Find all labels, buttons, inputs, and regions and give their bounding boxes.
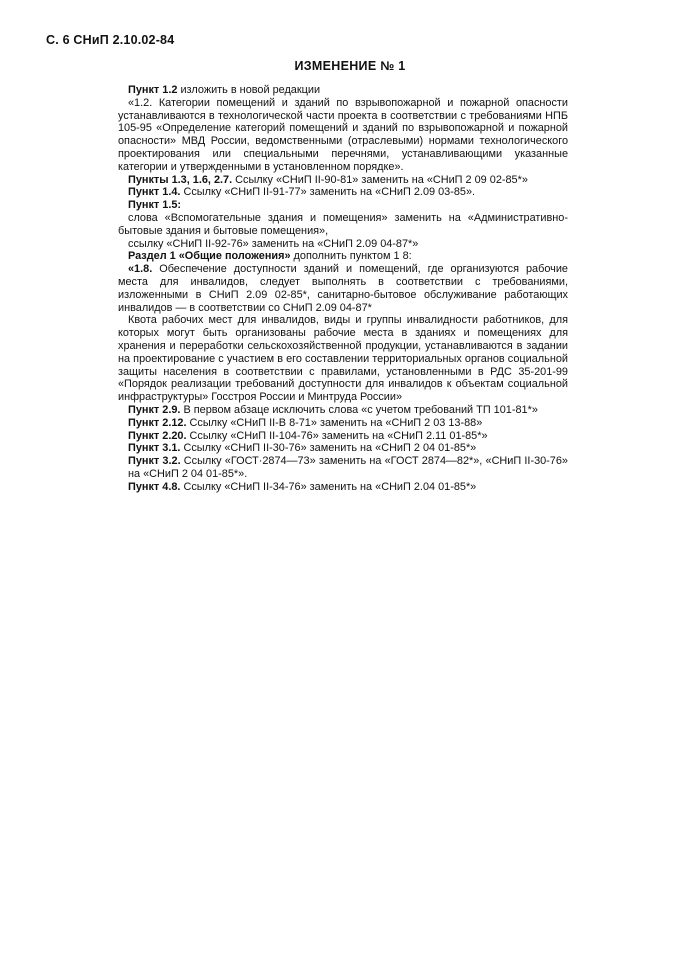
item-ref: Пункты 1.3, 1.6, 2.7. [128, 173, 233, 186]
item-ref: Пункт 1.5: [128, 199, 182, 212]
paragraph-item-2-9 [118, 404, 568, 417]
item-text: Обеспечение доступности зданий и помещений, где организуются рабочие места для инвалидов, следует выполнять в соответствии с требованиями, изложенными в СНиП 2.09 02-85*, санитарно-бытовое обслуживание работающих инвалидов — в соответствии со СНиП 2.09 04-87* [118, 263, 568, 314]
document-title: ИЗМЕНЕНИЕ № 1 [294, 59, 406, 73]
item-ref: Пункт 3.2. [128, 455, 181, 468]
paragraph-item-1-5 [118, 199, 568, 212]
item-text: изложить в новой редакции [177, 84, 321, 96]
paragraph-item-1-2 [118, 84, 568, 97]
item-text: Ссылку «СНиП II-30-76» заменить на «СНиП 2 04 01-85*» [180, 442, 477, 455]
item-ref: Раздел 1 «Общие положения» [128, 250, 291, 263]
item-text: «1.2. Категории помещений и зданий по взрывопожарной и пожарной опасности устанавливаются в технологической части проекта в соответствии с требованиями НПБ 105-95 «Определение категорий помещений и зданий по взрывопожарной и пожарной опасности» МВД России, ведомственными (отраслевыми) нормами технологического проектирования или специальными перечнями, устанавливающими указанные категории и утвержденными в установленном порядке». [118, 96, 568, 173]
paragraph-item-1-4 [118, 186, 568, 199]
paragraph-item-1-8 [118, 263, 568, 314]
item-text: Квота рабочих мест для инвалидов, виды и группы инвалидности работников, для которых могут быть организованы рабочие места в зданиях и помещениях для хранения и переработки сельскохозяйственной продукции, устанавливаются в задании на проектирование с участием в его составлении территориальных органов социальной защиты населения в соответствии с правилами, установленными в РДС 35-201-99 «Порядок реализации требований доступности для инвалидов к объектам социальной инфраструктуры» Госстроя России и Минтруда России» [118, 314, 568, 404]
item-text: дополнить пунктом 1 8: [290, 250, 412, 263]
paragraph-item-2-20 [118, 430, 568, 443]
document-body [118, 84, 568, 494]
item-text: Ссылку «СНиП II-90-81» заменить на «СНиП 2 09 02-85*» [232, 173, 528, 186]
item-text: В первом абзаце исключить слова «с учетом требований ТП 101-81*» [180, 403, 538, 416]
item-ref: Пункт 1.4. [128, 186, 181, 199]
paragraph-items-1-3 [118, 174, 568, 187]
paragraph-item-3-1 [118, 442, 568, 455]
item-ref: Пункт 2.20. [128, 429, 187, 442]
item-text: ссылку «СНиП II-92-76» заменить на «СНиП 2.09 04-87*» [128, 237, 419, 250]
paragraph-item-2-12 [118, 417, 568, 430]
paragraph-item-3-2 [118, 455, 568, 481]
item-text: Ссылку «СНиП II-104-76» заменить на «СНиП 2.11 01-85*» [186, 429, 488, 442]
item-text: слова «Вспомогательные здания и помещения» заменить на «Административно-бытовые здания и бытовые помещения», [118, 211, 568, 237]
item-text: Ссылку «СНиП II-91-77» заменить на «СНиП 2.09 03-85». [180, 186, 476, 199]
paragraph-section-1 [118, 250, 568, 263]
item-text: Ссылку «СНиП II-В 8-71» заменить на «СНиП 2 03 13-88» [186, 416, 483, 429]
item-ref: Пункт 2.12. [128, 416, 187, 429]
page-header: С. 6 СНиП 2.10.02-84 [46, 33, 175, 47]
item-text: Ссылку «СНиП II-34-76» заменить на «СНиП 2.04 01-85*» [180, 480, 477, 493]
paragraph-item-4-8 [118, 481, 568, 494]
item-ref: Пункт 4.8. [128, 480, 181, 493]
paragraph-item-1-5-words [118, 212, 568, 238]
item-ref: Пункт 3.1. [128, 442, 181, 455]
paragraph-item-1-2-text [118, 97, 568, 174]
paragraph-item-1-5-ref [118, 238, 568, 251]
item-text: Ссылку «ГОСТ·2874—73» заменить на «ГОСТ 2874—82*», «СНиП II-30-76» на «СНиП 2 04 01-85*». [128, 455, 568, 480]
item-ref: Пункт 1.2 [128, 84, 178, 96]
item-ref: Пункт 2.9. [128, 403, 181, 416]
paragraph-quota [118, 314, 568, 404]
item-ref: «1.8. [128, 263, 153, 276]
